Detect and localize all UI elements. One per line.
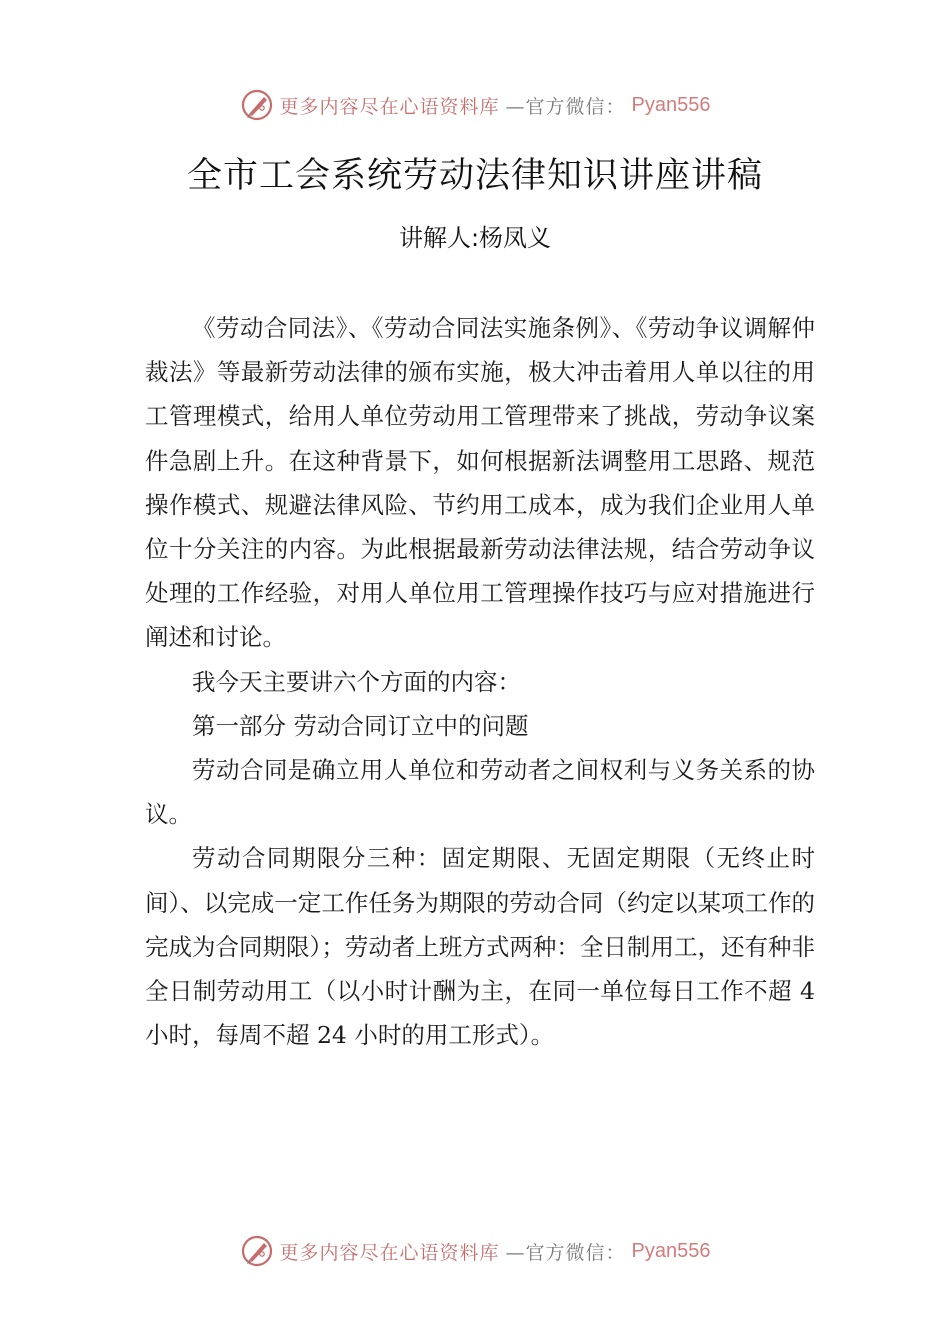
watermark-wechat-id: Pyan556 bbox=[631, 93, 711, 116]
watermark-separator: —官方微信： bbox=[505, 1241, 626, 1264]
watermark-separator: —官方微信： bbox=[505, 95, 626, 118]
section-heading: 第一部分 劳动合同订立中的问题 bbox=[192, 711, 529, 740]
paragraph: 我今天主要讲六个方面的内容： bbox=[192, 667, 521, 696]
quill-pen-logo-icon bbox=[240, 1234, 274, 1268]
document-title: 全市工会系统劳动法律知识讲座讲稿 bbox=[186, 156, 763, 196]
watermark-wechat-id: Pyan556 bbox=[631, 1239, 711, 1262]
watermark-slogan: 更多内容尽在心语资料库 bbox=[279, 1241, 500, 1264]
header-watermark bbox=[0, 88, 950, 122]
document-body bbox=[145, 306, 815, 1057]
quill-pen-logo-icon bbox=[240, 88, 274, 122]
paragraph: 劳动合同是确立用人单位和劳动者之间权利与义务关系的协议。 bbox=[145, 756, 815, 829]
paragraph: 劳动合同期限分三种：固定期限、无固定期限（无终止时间）、以完成一定工作任务为期限的劳动合同（约定以某项工作的完成为合同期限）；劳动者上班方式两种：全日制用工，还有种非全日制劳动用工（以小时计酬为主，在同一单位每日工作不超 4 小时，每周不超 24 小时的用工形式）。 bbox=[145, 844, 815, 1050]
document-speaker: 讲解人:杨凤义 bbox=[398, 224, 552, 252]
footer-watermark bbox=[0, 1234, 950, 1268]
paragraph: 《劳动合同法》、《劳动合同法实施条例》、《劳动争议调解仲裁法》等最新劳动法律的颁布实施，极大冲击着用人单以往的用工管理模式，给用人单位劳动用工管理带来了挑战，劳动争议案件急剧上升。在这种背景下，如何根据新法调整用工思路、规范操作模式、规避法律风险、节约用工成本，成为我们企业用人单位十分关注的内容。为此根据最新劳动法律法规，结合劳动争议处理的工作经验，对用人单位用工管理操作技巧与应对措施进行阐述和讨论。 bbox=[145, 314, 815, 652]
watermark-slogan: 更多内容尽在心语资料库 bbox=[279, 95, 500, 118]
